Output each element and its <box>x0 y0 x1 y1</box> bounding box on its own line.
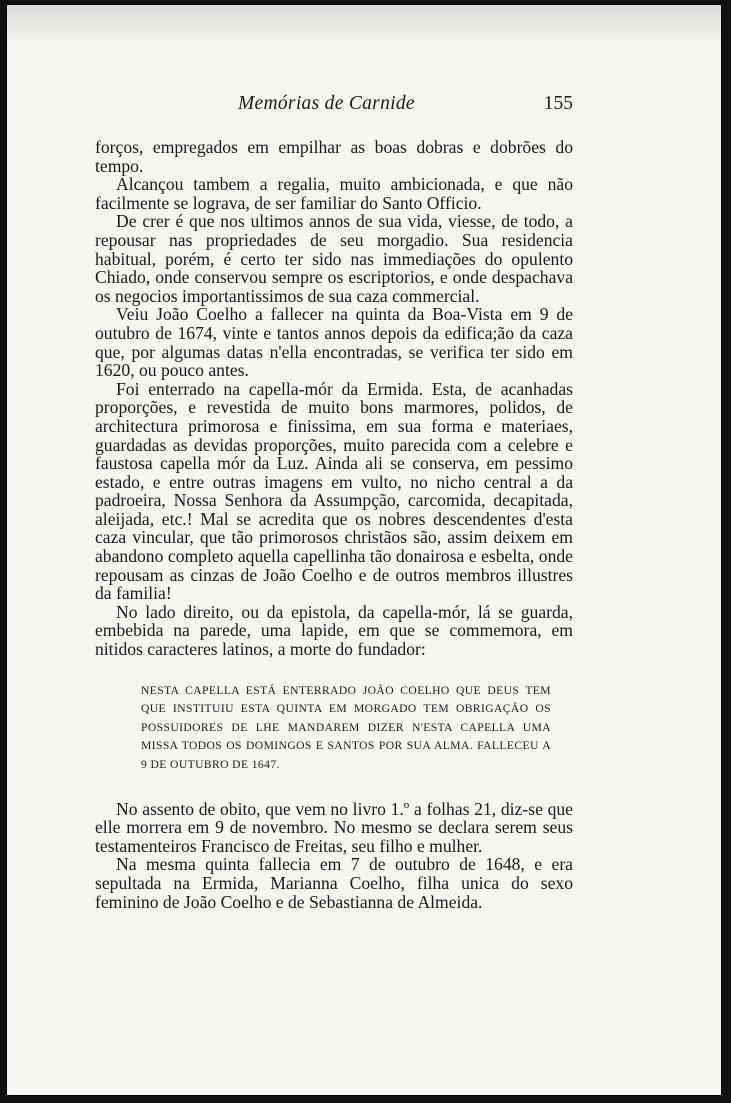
paragraph: Foi enterrado na capella-mór da Ermida. Esta, de acanhadas proporções, e revestida de muito bons marmores, polidos, de architectura primorosa e finissima, em sua forma e materiaes, guardadas as devidas proporções, muito parecida com a celebre e faustosa capella mór da Luz. Ainda ali se conserva, em pessimo estado, e entre outras imagens em vulto, no nicho central a da padroeira, Nossa Senhora da Assumpção, carcomida, decapitada, aleijada, etc.! Mal se acredita que os nobres descendentes d'esta caza vincular, que tão primorosos christãos são, assim deixem em abandono completo aquella capellinha tão donairosa e esbelta, onde repousam as cinzas de João Coelho e de outros membros illustres da familia! <box>95 378 573 604</box>
paragraph: forços, empregados em empilhar as boas dobras e dobrões do tempo. <box>95 137 573 176</box>
body-text <box>95 138 573 911</box>
paragraph: No assento de obito, que vem no livro 1.º a folhas 21, diz-se que elle morrera em 9 de novembro. No mesmo se declara serem seus testamenteiros Francisco de Freitas, seu filho e mulher. <box>95 798 573 856</box>
paragraph: De crer é que nos ultimos annos de sua vida, viesse, de todo, a repousar nas propriedades de seu morgadio. Sua residencia habitual, porém, é certo ter sido nas immediações do opulento Chiado, onde conservou sempre os escriptorios, e onde despachava os negocios importantissimos de sua caza commercial. <box>95 211 573 306</box>
running-title: Memórias de Carnide <box>238 93 415 114</box>
paragraph: Na mesma quinta fallecia em 7 de outubro de 1648, e era sepultada na Ermida, Marianna Coelho, filha unica do sexo feminino de João Coelho e de Sebastianna de Almeida. <box>95 854 573 912</box>
paragraph: No lado direito, ou da epistola, da capella-mór, lá se guarda, embebida na parede, uma lapide, em que se commemora, em nitidos caracteres latinos, a morte do fundador: <box>95 601 573 660</box>
paragraph: Veiu João Coelho a fallecer na quinta da Boa-Vista em 9 de outubro de 1674, vinte e tantos annos depois da edifica;ão da caza que, por algumas datas n'ella encontradas, se verifica ter sido em 1620, ou pouco antes. <box>95 304 573 381</box>
scan-shadow <box>7 5 721 45</box>
paragraph: Alcançou tambem a regalia, muito ambicionada, e que não facilmente se lograva, de ser familiar do Santo Officio. <box>95 174 573 213</box>
page-header <box>95 93 573 121</box>
book-page <box>6 4 722 1096</box>
page-number: 155 <box>543 93 573 114</box>
tomb-inscription: NESTA CAPELLA ESTÁ ENTERRADO JOÃO COELHO QUE DEUS TEM QUE INSTITUIU ESTA QUINTA EM MORGADO TEM OBRIGAÇÃO OS POSSUIDORES DE LHE MANDAREM DIZER N'ESTA CAPELLA UMA MISSA TODOS OS DOMINGOS E SANTOS POR SUA ALMA. FALLECEU A 9 DE OUTUBRO DE 1647. <box>141 683 551 771</box>
